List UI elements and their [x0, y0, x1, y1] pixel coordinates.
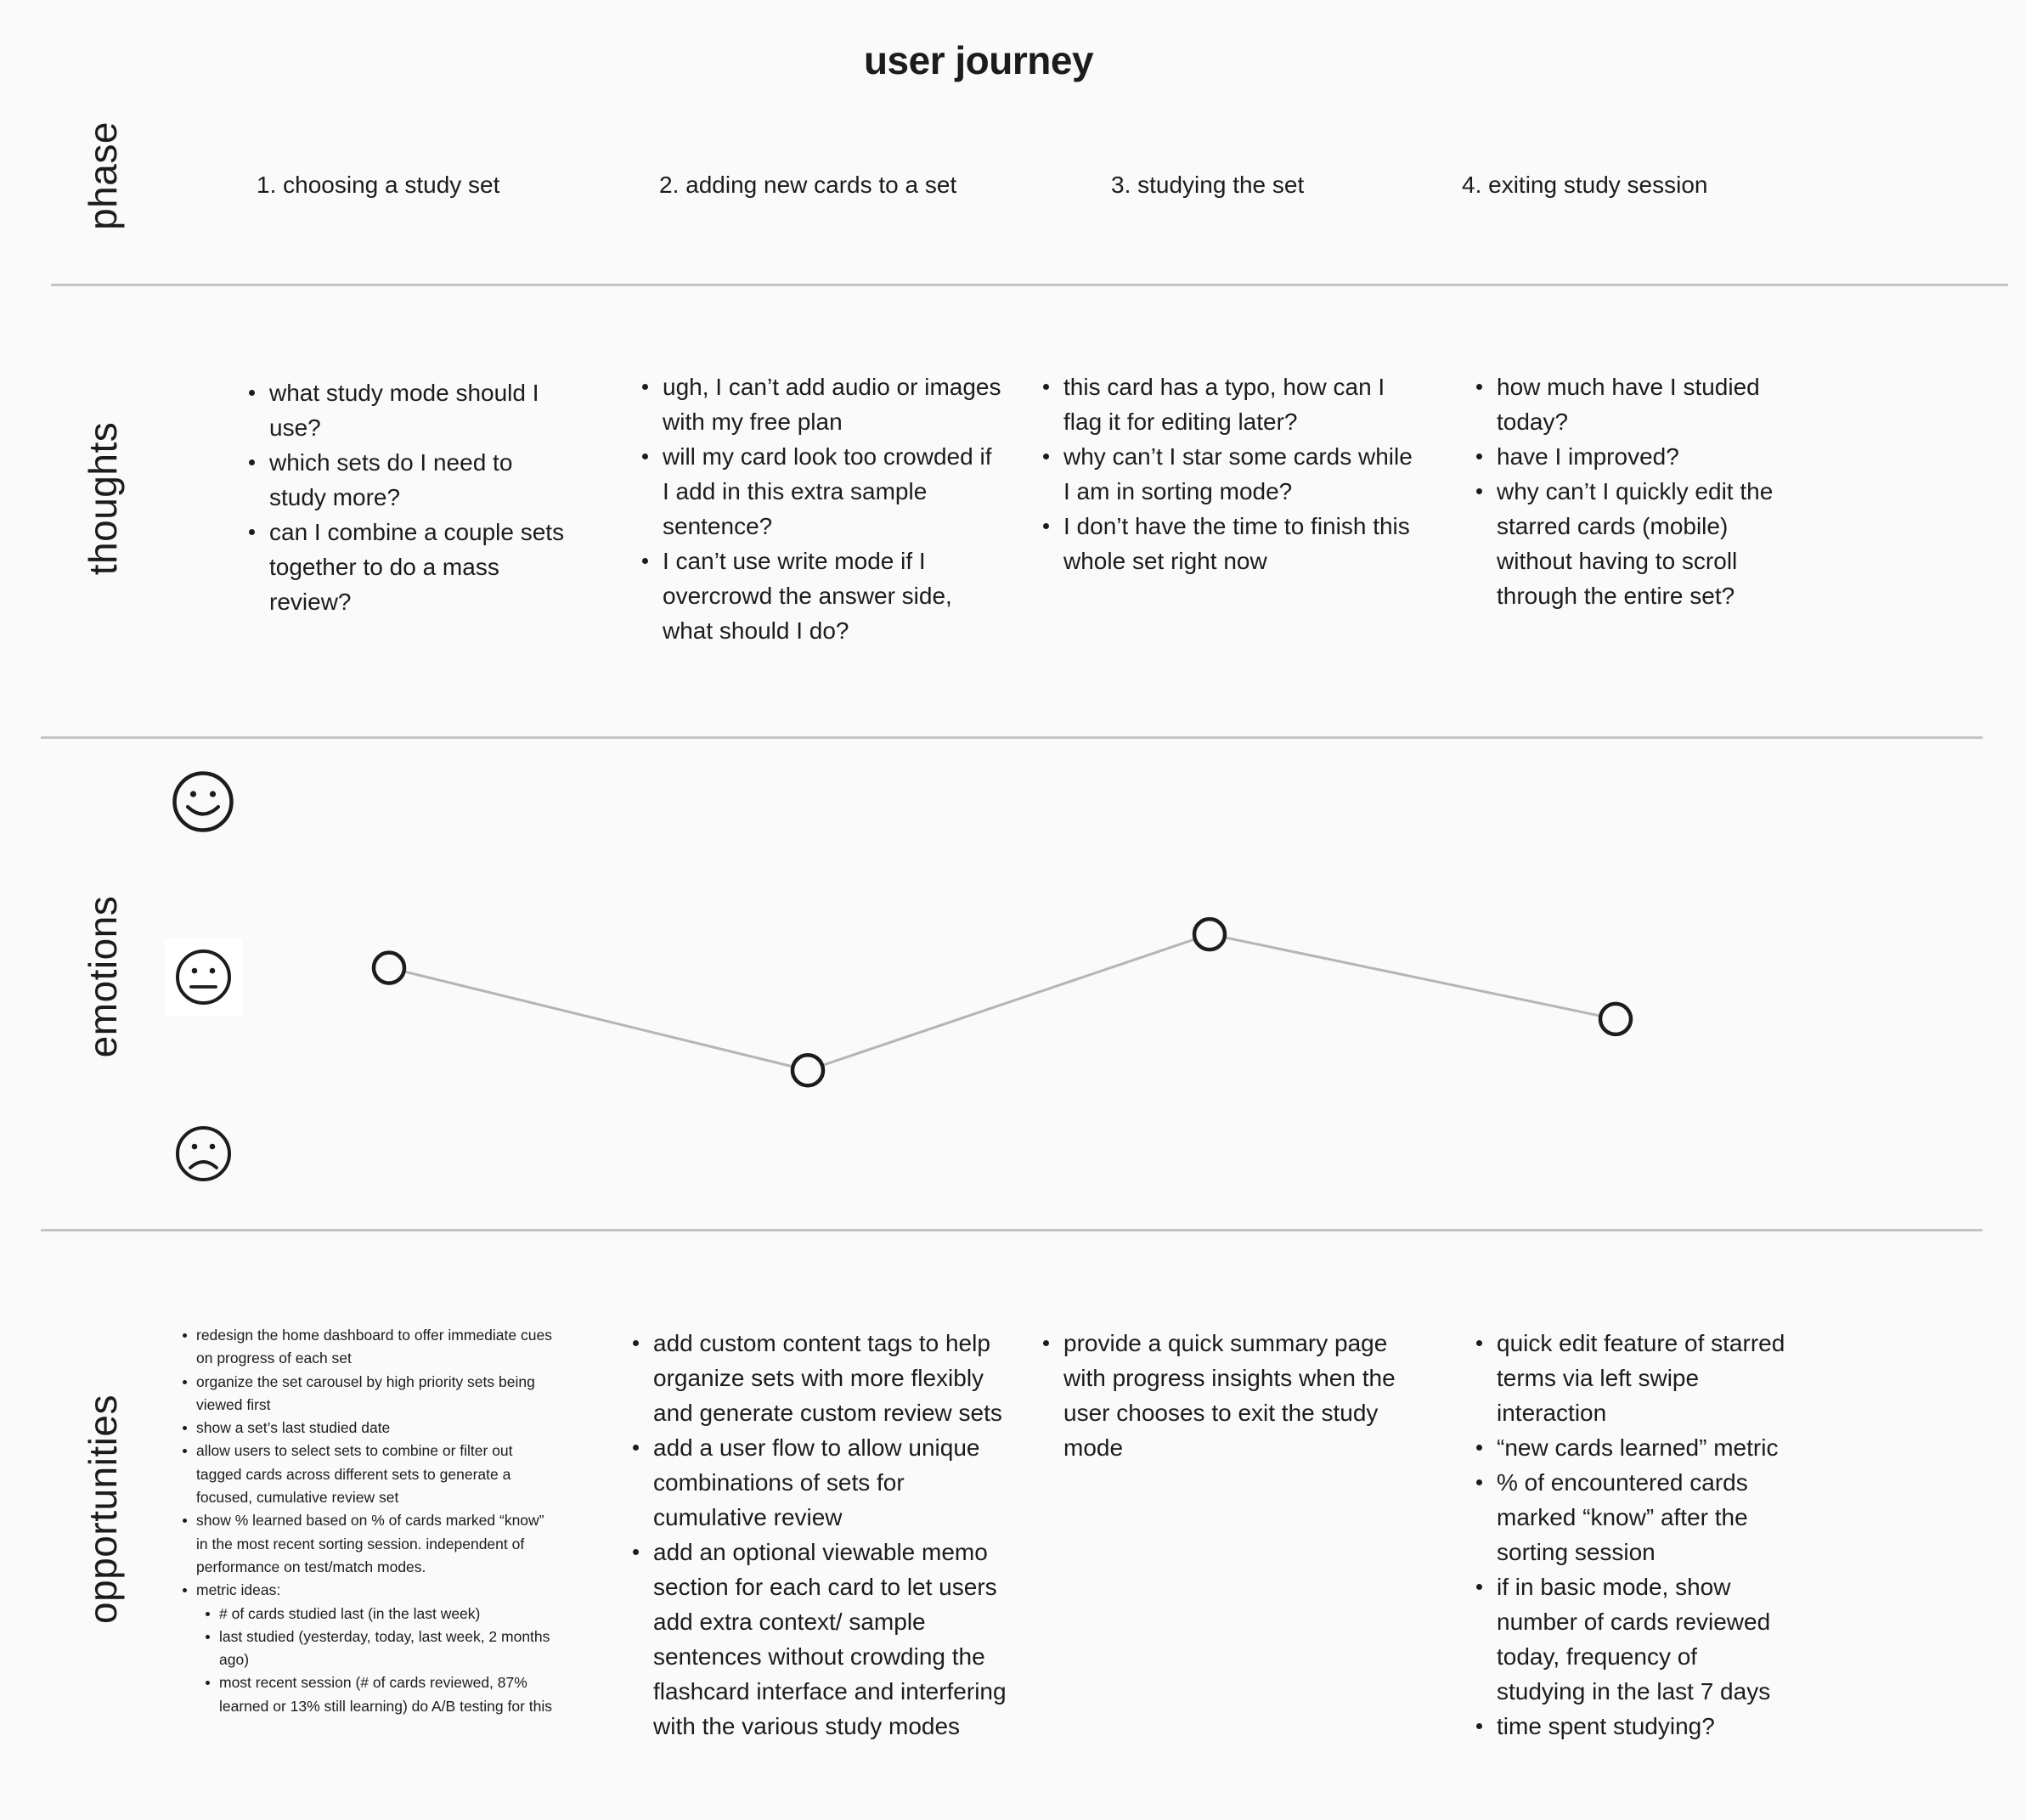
thought-item: can I combine a couple sets together to do a mass review? [269, 515, 575, 619]
thought-item: this card has a typo, how can I flag it for editing later? [1063, 369, 1420, 439]
thought-item: will my card look too crowded if I add in this extra sample sentence? [663, 439, 1002, 544]
opportunity-item: “new cards learned” metric [1497, 1430, 1785, 1465]
opportunities-col-1 [179, 1324, 553, 1718]
row-label-emotions-text: emotions [81, 895, 125, 1058]
opportunity-item: redesign the home dashboard to offer immediate cues on progress of each set [196, 1324, 553, 1371]
opportunity-metric-group [196, 1579, 553, 1718]
emotion-point [1600, 1004, 1631, 1034]
opportunity-item: if in basic mode, show number of cards reviewed today, frequency of studying in the last 7 days [1497, 1569, 1785, 1709]
row-label-thoughts-text: thoughts [81, 421, 125, 576]
emotion-line-segment [389, 968, 808, 1071]
emotion-point [1194, 919, 1225, 949]
opportunity-item: allow users to select sets to combine or filter out tagged cards across different sets to generate a focused, cumulative review set [196, 1440, 553, 1509]
thought-item: what study mode should I use? [269, 375, 575, 445]
row-label-phase-text: phase [81, 121, 125, 230]
opportunities-col-4 [1473, 1326, 1785, 1744]
phase-3: 3. studying the set [1111, 172, 1305, 198]
thought-item: I don’t have the time to finish this whole set right now [1063, 509, 1420, 578]
opportunity-item: organize the set carousel by high priority sets being viewed first [196, 1371, 553, 1417]
emotion-point [793, 1055, 823, 1085]
emotion-point [374, 953, 404, 983]
thought-item: why can’t I quickly edit the starred cards (mobile) without having to scroll through the entire set? [1497, 474, 1785, 613]
opportunity-item: show a set’s last studied date [196, 1417, 553, 1440]
thought-item: ugh, I can’t add audio or images with my free plan [663, 369, 1002, 439]
opportunity-item: quick edit feature of starred terms via left swipe interaction [1497, 1326, 1785, 1430]
thought-item: why can’t I star some cards while I am in sorting mode? [1063, 439, 1420, 509]
thought-item: how much have I studied today? [1497, 369, 1785, 439]
opportunity-item: add a user flow to allow unique combinations of sets for cumulative review [653, 1430, 1010, 1535]
metric-item: # of cards studied last (in the last week) [219, 1603, 553, 1626]
phase-2: 2. adding new cards to a set [659, 172, 957, 198]
opportunity-item: provide a quick summary page with progress insights when the user chooses to exit the study mode [1063, 1326, 1420, 1465]
thought-item: have I improved? [1497, 439, 1785, 474]
metric-ideas-heading: metric ideas: [196, 1581, 281, 1599]
metric-item: most recent session (# of cards reviewed, 87% learned or 13% still learning) do A/B testing for this [219, 1671, 553, 1718]
row-label-opportunities-text: opportunities [81, 1395, 125, 1624]
opportunity-item: show % learned based on % of cards marked “know” in the most recent sorting session. independent of performance on test/match modes. [196, 1509, 553, 1579]
opportunity-item: % of encountered cards marked “know” after the sorting session [1497, 1465, 1785, 1569]
emotion-line-segment [808, 934, 1210, 1070]
phase-1: 1. choosing a study set [257, 172, 500, 198]
opportunities-col-3 [1040, 1326, 1420, 1465]
phase-4: 4. exiting study session [1462, 172, 1708, 198]
opportunity-item: add custom content tags to help organize sets with more flexibly and generate custom review sets [653, 1326, 1010, 1430]
metric-item: last studied (yesterday, today, last week, 2 months ago) [219, 1626, 553, 1672]
opportunities-col-2 [629, 1326, 1010, 1744]
metric-ideas-list [196, 1603, 553, 1718]
opportunity-item: add an optional viewable memo section for each card to let users add extra context/ sample sentences without crowding the flashcard interface and interfering with the various study modes [653, 1535, 1010, 1744]
thought-item: I can’t use write mode if I overcrowd the answer side, what should I do? [663, 544, 1002, 648]
page-title: user journey [863, 38, 1094, 82]
emotion-line-segment [1210, 934, 1616, 1019]
thought-item: which sets do I need to study more? [269, 445, 575, 515]
opportunity-item: time spent studying? [1497, 1709, 1785, 1744]
